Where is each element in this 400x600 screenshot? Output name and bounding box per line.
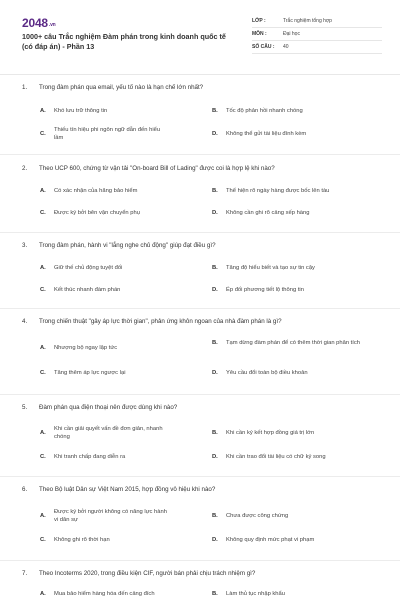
option-text: Được ký bởi người không có năng lực hành vi dân sự (54, 509, 167, 523)
option-letter: B. (212, 430, 218, 436)
option-b[interactable] (212, 107, 382, 115)
question-number: 4. (22, 318, 28, 325)
option-letter: C. (40, 370, 46, 376)
option-letter: A. (40, 108, 46, 114)
question-3 (0, 239, 400, 309)
page-title: 1000+ câu Trắc nghiệm Đàm phán trong kinh doanh quốc tế (có đáp án) - Phần 13 (22, 32, 226, 51)
option-c[interactable] (40, 369, 180, 377)
header-divider (0, 74, 400, 75)
question-text (22, 485, 392, 494)
question-text (22, 241, 392, 250)
option-text: Khi cần trao đổi tài liệu có chữ ký song (226, 454, 326, 460)
info-row-count (252, 41, 382, 54)
option-b[interactable] (212, 590, 382, 598)
header (0, 0, 400, 72)
option-text: Tạm dừng đàm phán để có thêm thời gian phân tích (226, 340, 361, 346)
info-value: Trắc nghiệm tổng hợp (283, 18, 332, 24)
option-text: Giữ thế chủ động tuyệt đối (54, 265, 123, 271)
option-a[interactable] (40, 508, 170, 524)
info-value: 40 (283, 44, 289, 50)
option-letter: B. (212, 513, 218, 519)
question-number: 7. (22, 570, 28, 577)
info-label: SỐ CÂU : (252, 44, 275, 50)
question-number: 3. (22, 242, 28, 249)
option-text: Khi cần giải quyết vấn đề đơn giản, nhanh chóng (54, 426, 163, 440)
question-4 (0, 315, 400, 395)
option-letter: A. (40, 265, 46, 271)
option-text: Khi tranh chấp đang diễn ra (54, 454, 126, 460)
logo-text: 2048 (22, 16, 48, 30)
option-d[interactable] (212, 130, 382, 138)
option-text: Tăng độ hiểu biết và tạo sự tin cậy (226, 265, 315, 271)
option-a[interactable] (40, 187, 180, 195)
question-list (0, 81, 400, 600)
question-number: 5. (22, 404, 28, 411)
question-number: 2. (22, 165, 28, 172)
option-text: Ép đối phương tiết lộ thông tin (226, 287, 304, 293)
option-a[interactable] (40, 264, 180, 272)
option-b[interactable] (212, 429, 382, 437)
option-letter: C. (40, 537, 46, 543)
question-text (22, 317, 392, 326)
option-letter: A. (40, 591, 46, 597)
info-row-class (252, 15, 382, 28)
option-text: Không thể gửi tài liệu đính kèm (226, 131, 307, 137)
question-1 (0, 81, 400, 155)
option-b[interactable] (212, 512, 382, 520)
option-letter: A. (40, 345, 46, 351)
question-2 (0, 161, 400, 233)
option-letter: B. (212, 265, 218, 271)
option-text: Mua bảo hiểm hàng hóa đến cảng đích (54, 591, 155, 597)
question-text (22, 164, 392, 173)
option-text: Khó lưu trữ thông tin (54, 108, 108, 114)
option-letter: A. (40, 188, 46, 194)
option-letter: D. (212, 131, 218, 137)
option-text: Khi cần ký kết hợp đồng giá trị lớn (226, 430, 315, 436)
option-a[interactable] (40, 425, 170, 441)
option-letter: D. (212, 370, 218, 376)
option-d[interactable] (212, 453, 382, 461)
option-d[interactable] (212, 209, 382, 217)
option-letter: C. (40, 287, 46, 293)
option-letter: A. (40, 513, 46, 519)
question-number: 1. (22, 84, 28, 91)
option-text: Thiếu tín hiệu phi ngôn ngữ dẫn đến hiểu lầm (54, 127, 161, 141)
option-c[interactable] (40, 209, 180, 217)
option-text: Tốc độ phản hồi nhanh chóng (226, 108, 303, 114)
option-letter: D. (212, 210, 218, 216)
option-letter: C. (40, 210, 46, 216)
option-text: Không quy định mức phạt vi phạm (226, 537, 315, 543)
option-text: Được ký bởi bên vận chuyển phụ (54, 210, 140, 216)
option-letter: D. (212, 287, 218, 293)
option-text: Không ghi rõ thời hạn (54, 537, 110, 543)
option-text: Không cần ghi rõ cảng xếp hàng (226, 210, 310, 216)
option-text: Yêu cầu đổi toàn bộ điều khoản (226, 370, 308, 376)
option-d[interactable] (212, 286, 382, 294)
question-stem: Theo Incoterms 2020, trong điều kiện CIF, người bán phải chịu trách nhiệm gì? (39, 570, 256, 577)
option-d[interactable] (212, 536, 382, 544)
option-letter: B. (212, 188, 218, 194)
option-a[interactable] (40, 344, 180, 352)
option-text: Thể hiện rõ ngày hàng được bốc lên tàu (226, 188, 330, 194)
question-text (22, 403, 392, 412)
option-letter: B. (212, 108, 218, 114)
site-logo[interactable] (22, 16, 56, 30)
question-text (22, 83, 392, 92)
question-stem: Đàm phán qua điện thoại nên được dùng khi nào? (39, 404, 178, 411)
option-c[interactable] (40, 286, 180, 294)
option-text: Kết thúc nhanh đàm phán (54, 287, 121, 293)
option-b[interactable] (212, 339, 382, 347)
option-a[interactable] (40, 590, 180, 598)
option-text: Chưa được công chứng (226, 513, 289, 519)
info-label: LỚP : (252, 18, 266, 24)
option-text: Có xác nhận của hãng bảo hiểm (54, 188, 138, 194)
option-c[interactable] (40, 126, 170, 142)
question-stem: Trong chiến thuật "gây áp lực thời gian", phản ứng khôn ngoan của nhà đàm phán là gì? (39, 318, 282, 325)
option-letter: B. (212, 340, 218, 346)
option-c[interactable] (40, 453, 180, 461)
option-text: Làm thủ tục nhập khẩu (226, 591, 285, 597)
info-label: MÔN : (252, 31, 267, 37)
option-b[interactable] (212, 187, 382, 195)
question-stem: Trong đàm phán qua email, yếu tố nào là hạn chế lớn nhất? (39, 84, 204, 91)
question-text (22, 569, 392, 578)
option-letter: C. (40, 454, 46, 460)
question-number: 6. (22, 486, 28, 493)
question-5 (0, 401, 400, 477)
logo-suffix: .vn (48, 22, 56, 28)
option-letter: C. (40, 131, 46, 137)
question-stem: Theo Bộ luật Dân sự Việt Nam 2015, hợp đồng vô hiệu khi nào? (39, 486, 216, 493)
option-d[interactable] (212, 369, 382, 377)
option-text: Nhượng bộ ngay lập tức (54, 345, 118, 351)
info-table (252, 15, 382, 54)
info-value: Đại học (283, 31, 300, 37)
option-letter: D. (212, 454, 218, 460)
question-stem: Theo UCP 600, chứng từ vận tải "On-board Bill of Lading" được coi là hợp lệ khi nào? (39, 165, 275, 172)
option-letter: A. (40, 430, 46, 436)
info-row-subject (252, 28, 382, 41)
option-a[interactable] (40, 107, 180, 115)
option-b[interactable] (212, 264, 382, 272)
question-7 (0, 567, 400, 600)
option-letter: D. (212, 537, 218, 543)
question-stem: Trong đàm phán, hành vi "lắng nghe chủ động" giúp đạt điều gì? (39, 242, 216, 249)
question-6 (0, 483, 400, 561)
option-text: Tăng thêm áp lực ngược lại (54, 370, 126, 376)
option-letter: B. (212, 591, 218, 597)
option-c[interactable] (40, 536, 180, 544)
